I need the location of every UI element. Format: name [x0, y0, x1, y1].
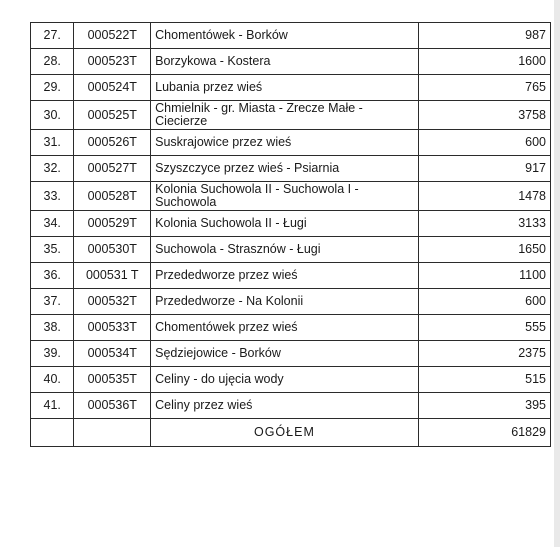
road-length-cell: 600 [418, 130, 550, 156]
table-row [31, 341, 551, 367]
row-number-cell: 39. [31, 341, 74, 367]
road-length-cell: 3133 [418, 211, 550, 237]
table-row [31, 182, 551, 211]
row-number-cell: 34. [31, 211, 74, 237]
road-length-cell: 987 [418, 23, 550, 49]
road-name-cell: Chmielnik - gr. Miasta - Zrecze Małe - Ciecierze [151, 101, 419, 130]
row-number-cell: 28. [31, 49, 74, 75]
table-row [31, 315, 551, 341]
table-row [31, 156, 551, 182]
table-row [31, 367, 551, 393]
road-length-cell: 600 [418, 289, 550, 315]
road-length-cell: 1100 [418, 263, 550, 289]
row-number-cell: 38. [31, 315, 74, 341]
row-number-cell: 29. [31, 75, 74, 101]
empty-cell [31, 419, 74, 447]
road-number-cell: 000536T [74, 393, 151, 419]
road-name-cell: Szyszczyce przez wieś - Psiarnia [151, 156, 419, 182]
road-length-cell: 1478 [418, 182, 550, 211]
table-row [31, 393, 551, 419]
empty-cell [74, 419, 151, 447]
table-row [31, 101, 551, 130]
row-number-cell: 32. [31, 156, 74, 182]
road-name-cell: Suchowola - Strasznów - Ługi [151, 237, 419, 263]
road-number-cell: 000522T [74, 23, 151, 49]
road-name-cell: Chomentówek przez wieś [151, 315, 419, 341]
road-name-cell: Borzykowa - Kostera [151, 49, 419, 75]
row-number-cell: 35. [31, 237, 74, 263]
road-number-cell: 000533T [74, 315, 151, 341]
road-length-cell: 2375 [418, 341, 550, 367]
row-number-cell: 40. [31, 367, 74, 393]
road-number-cell: 000529T [74, 211, 151, 237]
road-length-cell: 1650 [418, 237, 550, 263]
road-name-cell: Przededworze przez wieś [151, 263, 419, 289]
table-row [31, 237, 551, 263]
road-length-cell: 515 [418, 367, 550, 393]
road-number-cell: 000530T [74, 237, 151, 263]
roads-table-body [31, 23, 551, 447]
road-number-cell: 000528T [74, 182, 151, 211]
row-number-cell: 36. [31, 263, 74, 289]
table-row [31, 75, 551, 101]
table-row [31, 130, 551, 156]
road-length-cell: 3758 [418, 101, 550, 130]
road-number-cell: 000532T [74, 289, 151, 315]
road-name-cell: Celiny - do ujęcia wody [151, 367, 419, 393]
road-number-cell: 000524T [74, 75, 151, 101]
row-number-cell: 31. [31, 130, 74, 156]
road-length-cell: 1600 [418, 49, 550, 75]
total-row [31, 419, 551, 447]
road-number-cell: 000527T [74, 156, 151, 182]
scan-edge [554, 0, 560, 547]
table-row [31, 263, 551, 289]
road-number-cell: 000525T [74, 101, 151, 130]
road-length-cell: 917 [418, 156, 550, 182]
row-number-cell: 37. [31, 289, 74, 315]
table-row [31, 211, 551, 237]
road-name-cell: Kolonia Suchowola II - Suchowola I - Suchowola [151, 182, 419, 211]
row-number-cell: 27. [31, 23, 74, 49]
road-number-cell: 000534T [74, 341, 151, 367]
row-number-cell: 33. [31, 182, 74, 211]
road-number-cell: 000526T [74, 130, 151, 156]
table-row [31, 23, 551, 49]
road-name-cell: Lubania przez wieś [151, 75, 419, 101]
road-name-cell: Przededworze - Na Kolonii [151, 289, 419, 315]
road-name-cell: Chomentówek - Borków [151, 23, 419, 49]
roads-table [30, 22, 551, 447]
table-row [31, 49, 551, 75]
road-length-cell: 765 [418, 75, 550, 101]
road-name-cell: Suskrajowice przez wieś [151, 130, 419, 156]
road-number-cell: 000531 T [74, 263, 151, 289]
total-label: OGÓŁEM [151, 419, 419, 447]
total-length: 61829 [418, 419, 550, 447]
road-number-cell: 000535T [74, 367, 151, 393]
road-name-cell: Kolonia Suchowola II - Ługi [151, 211, 419, 237]
road-name-cell: Celiny przez wieś [151, 393, 419, 419]
row-number-cell: 41. [31, 393, 74, 419]
table-row [31, 289, 551, 315]
road-length-cell: 395 [418, 393, 550, 419]
road-length-cell: 555 [418, 315, 550, 341]
row-number-cell: 30. [31, 101, 74, 130]
road-number-cell: 000523T [74, 49, 151, 75]
road-name-cell: Sędziejowice - Borków [151, 341, 419, 367]
